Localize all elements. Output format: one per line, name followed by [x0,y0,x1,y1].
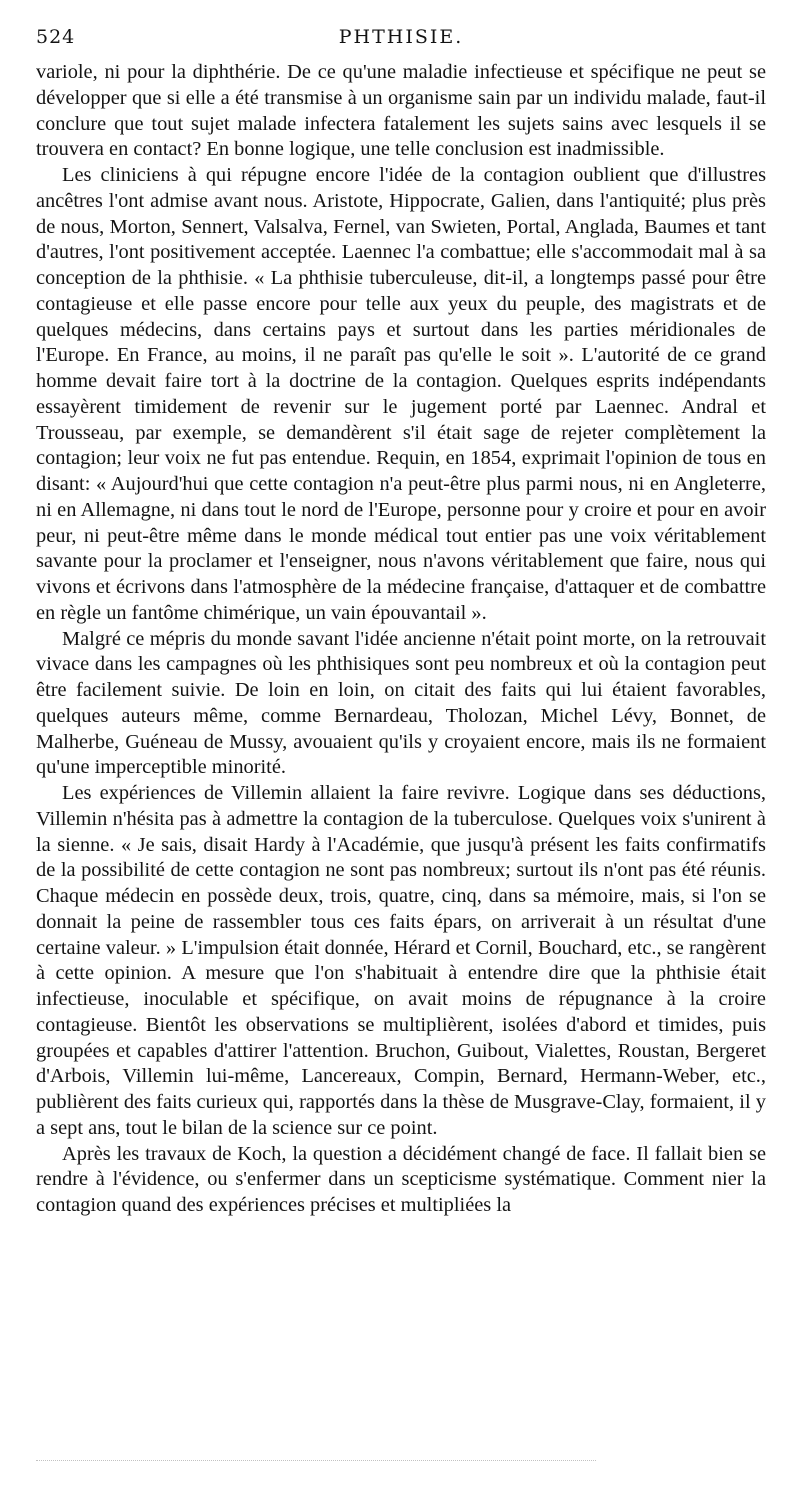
scan-specks-divider [36,1460,596,1465]
body-text [36,60,766,1219]
paragraph-old-idea: Malgré ce mépris du monde savant l'idée ancienne n'était point morte, on la retrouvait vivace dans les campagnes où les phthisiques sont peu nombreux et où la contagion peut être facilement suivie. De loin en loin, on citait des faits qui lui étaient favorables, quelques auteurs même, comme Bernardeau, Tholozan, Michel Lévy, Bonnet, de Malherbe, Guéneau de Mussy, avouaient qu'ils y croyaient encore, mais ils ne formaient qu'une imperceptible minorité. [36,627,766,779]
paragraph-contagion-history: Les cliniciens à qui répugne encore l'idée de la contagion oublient que d'illustres ancêtres l'ont admise avant nous. Aristote, Hippocrate, Galien, dans l'antiquité; plus près de nous, Morton, Sennert, Valsalva, Fernel, van Swieten, Portal, Anglada, Baumes et tant d'autres, l'ont positivement acceptée. Laennec l'a combattue; elle s'accommodait mal à sa conception de la phthisie. « La phthisie tuberculeuse, dit-il, a longtemps passé pour être contagieuse et elle passe encore pour telle aux yeux du peuple, des magistrats et de quelques médecins, dans certains pays et surtout dans les parties méridionales de l'Europe. En France, au moins, il ne paraît pas qu'elle le soit ». L'autorité de ce grand homme devait faire tort à la doctrine de la contagion. Quelques esprits indépendants essayèrent timidement de revenir sur le jugement porté par Laennec. Andral et Trousseau, par exemple, se demandèrent s'il était sage de rejeter complètement la contagion; leur voix ne fut pas entendue. Requin, en 1854, exprimait l'opinion de tous en disant: « Aujourd'hui que cette contagion n'a peut-être plus parmi nous, ni en Angleterre, ni en Allemagne, ni dans tout le nord de l'Europe, personne pour y croire et pour en avoir peur, ni peut-être même dans le monde médical tout entier pas une voix véritablement savante pour la proclamer et l'enseigner, nous n'avons véritablement que faire, nous qui vivons et écrivons dans l'atmosphère de la médecine française, d'attaquer et de combattre en règle un fantôme chimérique, un vain épouvantail ». [36,164,766,624]
running-head [36,26,766,60]
paragraph-continued: variole, ni pour la diphthérie. De ce qu'une maladie infectieuse et spécifique ne peut se développer que si elle a été transmise à un organisme sain par un individu malade, faut-il conclure que tout sujet malade infectera fatalement les sujets sains avec lesquels il se trouvera en contact? En bonne logique, une telle conclusion est inadmissible. [36,61,766,161]
paragraph-villemin: Les expériences de Villemin allaient la faire revivre. Logique dans ses déductions, Villemin n'hésita pas à admettre la contagion de la tuberculose. Quelques voix s'unirent à la sienne. « Je sais, disait Hardy à l'Académie, que jusqu'à présent les faits confirmatifs de la possibilité de cette contagion ne sont pas nombreux; surtout ils n'ont pas été réunis. Chaque médecin en possède deux, trois, quatre, cinq, dans sa mémoire, mais, si l'on se donnait la peine de rassembler tous ces faits épars, on arriverait à un résultat d'une certaine valeur. » L'impulsion était donnée, Hérard et Cornil, Bouchard, etc., se rangèrent à cette opinion. A mesure que l'on s'habituait à entendre dire que la phthisie était infectieuse, inoculable et spécifique, on avait moins de répugnance à la croire contagieuse. Bientôt les observations se multiplièrent, isolées d'abord et timides, puis groupées et capables d'attirer l'attention. Bruchon, Guibout, Vialettes, Roustan, Bergeret d'Arbois, Villemin lui-même, Lancereaux, Compin, Bernard, Hermann-Weber, etc., publièrent des faits curieux qui, rapportés dans la thèse de Musgrave-Clay, formaient, il y a sept ans, tout le bilan de la science sur ce point. [36,782,766,1139]
book-page [36,26,766,1219]
running-title: PHTHISIE. [338,26,464,48]
page-number: 524 [36,26,76,48]
paragraph-koch: Après les travaux de Koch, la question a décidément changé de face. Il fallait bien se rendre à l'évidence, ou s'enfermer dans un scepticisme systématique. Comment nier la contagion quand des expériences précises et multipliées la [36,1142,766,1216]
